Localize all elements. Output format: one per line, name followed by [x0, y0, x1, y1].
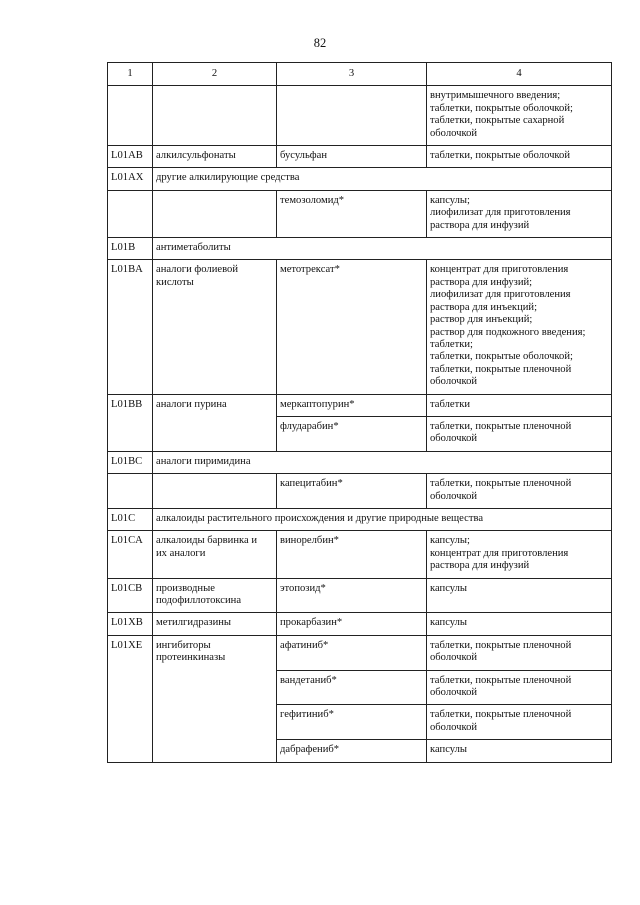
forms-cell — [427, 146, 612, 168]
group-line: подофиллотоксина — [156, 595, 242, 606]
group-line: протеинкиназы — [156, 652, 226, 664]
drug-cell: бусульфан — [277, 146, 427, 168]
forms-cell — [427, 578, 612, 613]
group-title: другие алкилирующие средства — [153, 168, 612, 190]
form-line: таблетки, покрытые пленочной — [430, 709, 572, 721]
form-line: таблетки, покрытые сахарной — [430, 115, 565, 127]
group-heading-row — [108, 451, 612, 473]
form-line: концентрат для приготовления — [430, 547, 569, 559]
form-line: оболочкой — [430, 687, 478, 699]
form-line: раствор для инъекций; — [430, 314, 533, 326]
forms-cell — [427, 740, 612, 762]
group-cell: аналоги пурина — [153, 394, 277, 451]
group-cell — [153, 260, 277, 394]
table-row — [108, 146, 612, 168]
drug-cell: дабрафениб* — [277, 740, 427, 762]
form-line: таблетки, покрытые оболочкой — [430, 150, 570, 162]
drug-cell: меркаптопурин* — [277, 394, 427, 416]
drug-cell: вандетаниб* — [277, 670, 427, 705]
table-row — [108, 474, 612, 509]
drug-cell: прокарбазин* — [277, 613, 427, 635]
group-title: алкалоиды растительного происхождения и другие природные вещества — [153, 508, 612, 530]
form-line: раствора для инфузий — [430, 560, 530, 572]
form-line: раствора для инфузий; — [430, 276, 533, 288]
form-line: таблетки — [430, 398, 471, 410]
table-row — [108, 260, 612, 394]
code-cell — [108, 474, 153, 509]
group-line: алкалоиды барвинка и — [156, 535, 258, 547]
form-line: капсулы; — [430, 535, 470, 547]
forms-cell — [427, 416, 612, 451]
drug-cell: афатиниб* — [277, 635, 427, 670]
forms-cell — [427, 635, 612, 670]
drug-cell: винорелбин* — [277, 531, 427, 578]
form-line: раствора для инъекций; — [430, 301, 538, 313]
form-line: лиофилизат для приготовления — [430, 289, 571, 301]
form-line: капсулы; — [430, 194, 470, 206]
forms-cell — [427, 474, 612, 509]
group-line: кислоты — [156, 276, 194, 288]
form-line: таблетки, покрытые пленочной — [430, 478, 572, 490]
column-header: 3 — [277, 63, 427, 86]
group-cell: метилгидразины — [153, 613, 277, 635]
group-cell — [153, 578, 277, 613]
group-cell — [153, 86, 277, 146]
form-line: капсулы — [430, 744, 468, 756]
group-title: аналоги пиримидина — [153, 451, 612, 473]
drug-cell: гефитиниб* — [277, 705, 427, 740]
drug-cell: флударабин* — [277, 416, 427, 451]
code-cell: L01XE — [108, 635, 153, 762]
code-cell: L01XB — [108, 613, 153, 635]
form-line: таблетки, покрытые пленочной — [430, 639, 572, 651]
form-line: внутримышечного введения; — [430, 90, 561, 102]
column-header: 2 — [153, 63, 277, 86]
form-line: оболочкой — [430, 127, 478, 139]
code-cell: L01AB — [108, 146, 153, 168]
group-heading-row — [108, 508, 612, 530]
drug-cell: темозоломид* — [277, 190, 427, 237]
group-line: производные — [156, 582, 215, 594]
form-line: таблетки, покрытые пленочной — [430, 674, 572, 686]
form-line: раствор для подкожного введения; — [430, 326, 586, 338]
forms-cell — [427, 394, 612, 416]
forms-cell — [427, 260, 612, 394]
code-cell: L01C — [108, 508, 153, 530]
group-cell: алкилсульфонаты — [153, 146, 277, 168]
drug-cell: этопозид* — [277, 578, 427, 613]
table-row — [108, 578, 612, 613]
drug-cell — [277, 86, 427, 146]
form-line: концентрат для приготовления — [430, 264, 569, 276]
form-line: оболочкой — [430, 721, 478, 733]
form-line: таблетки, покрытые оболочкой; — [430, 351, 573, 363]
forms-cell — [427, 86, 612, 146]
page-number: 82 — [313, 36, 327, 50]
group-cell — [153, 190, 277, 237]
table-row — [108, 86, 612, 146]
form-line: таблетки, покрытые пленочной — [430, 420, 572, 432]
code-cell: L01B — [108, 238, 153, 260]
form-line: оболочкой — [430, 652, 478, 664]
forms-cell — [427, 190, 612, 237]
table-header-row — [108, 63, 612, 86]
code-cell: L01AX — [108, 168, 153, 190]
group-line: ингибиторы — [156, 639, 211, 651]
forms-cell — [427, 531, 612, 578]
forms-cell — [427, 613, 612, 635]
group-heading-row — [108, 168, 612, 190]
form-line: таблетки; — [430, 338, 473, 350]
drug-cell: капецитабин* — [277, 474, 427, 509]
form-line: таблетки, покрытые оболочкой; — [430, 102, 573, 114]
code-cell — [108, 86, 153, 146]
drug-cell: метотрексат* — [277, 260, 427, 394]
code-cell: L01CB — [108, 578, 153, 613]
form-line: таблетки, покрытые пленочной — [430, 363, 572, 375]
group-cell — [153, 474, 277, 509]
column-header: 4 — [427, 63, 612, 86]
table-row — [108, 613, 612, 635]
table-row — [108, 394, 612, 416]
form-line: раствора для инфузий — [430, 219, 530, 231]
code-cell: L01BC — [108, 451, 153, 473]
form-line: капсулы — [430, 582, 468, 594]
forms-cell — [427, 670, 612, 705]
group-heading-row — [108, 238, 612, 260]
table-row — [108, 190, 612, 237]
form-line: оболочкой — [430, 433, 478, 445]
group-line: аналоги фолиевой — [156, 264, 238, 276]
code-cell: L01BB — [108, 394, 153, 451]
code-cell: L01CA — [108, 531, 153, 578]
table-row — [108, 635, 612, 670]
form-line: лиофилизат для приготовления — [430, 207, 571, 219]
table-row — [108, 531, 612, 578]
column-header: 1 — [108, 63, 153, 86]
drug-table — [107, 62, 612, 763]
group-cell — [153, 531, 277, 578]
group-line: их аналоги — [156, 547, 206, 559]
form-line: капсулы — [430, 617, 468, 629]
code-cell — [108, 190, 153, 237]
group-title: антиметаболиты — [153, 238, 612, 260]
form-line: оболочкой — [430, 490, 478, 502]
form-line: оболочкой — [430, 376, 478, 388]
group-cell — [153, 635, 277, 762]
forms-cell — [427, 705, 612, 740]
code-cell: L01BA — [108, 260, 153, 394]
